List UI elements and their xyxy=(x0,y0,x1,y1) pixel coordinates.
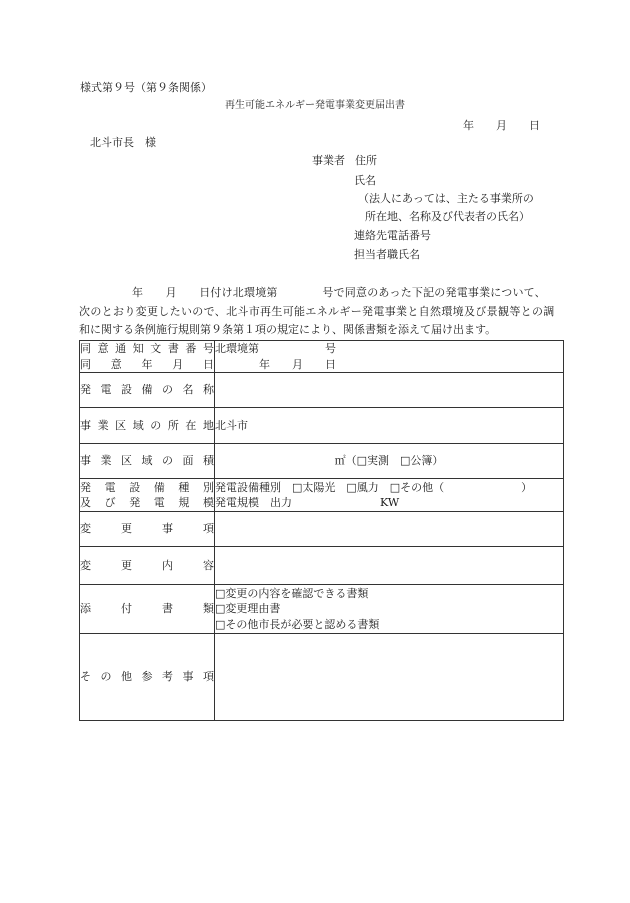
label-glyph: 更 xyxy=(121,522,132,536)
label-glyph: 事 xyxy=(80,454,91,468)
table-row-other-notes xyxy=(80,634,564,721)
label-glyph: 別 xyxy=(202,480,214,494)
label-glyph: 変 xyxy=(80,558,91,572)
applicant-label: 事業者 xyxy=(312,154,345,167)
attachments-label xyxy=(80,601,214,617)
label-glyph: 所 xyxy=(167,418,179,432)
attachment-option-other: □その他市長が必要と認める書類 xyxy=(215,617,380,631)
label-glyph: 知 xyxy=(132,342,144,355)
label-glyph: の xyxy=(150,418,162,432)
label-glyph: の xyxy=(162,383,173,397)
label-glyph: 事 xyxy=(162,522,173,536)
facility-name-value xyxy=(215,373,564,408)
label-glyph: 意 xyxy=(110,357,122,371)
label-glyph: 書 xyxy=(162,602,173,616)
row-label xyxy=(80,585,215,634)
applicant-contact-label: 担当者職氏名 xyxy=(354,248,420,261)
label-glyph: 種 xyxy=(178,480,190,494)
label-glyph: 電 xyxy=(100,383,112,397)
label-glyph: 模 xyxy=(202,496,214,509)
label-glyph: 域 xyxy=(141,454,153,468)
change-details-value xyxy=(215,547,564,585)
label-glyph: び xyxy=(104,496,116,509)
label-glyph: 業 xyxy=(100,454,112,468)
label-glyph: 付 xyxy=(121,602,132,616)
label-glyph: 項 xyxy=(203,522,214,536)
site-area-value: ㎡（□実測 □公簿） xyxy=(334,454,444,468)
label-glyph: 区 xyxy=(121,454,132,468)
label-glyph: 日 xyxy=(203,357,214,371)
label-glyph: の xyxy=(162,454,173,468)
consent-date-value: 年 月 日 xyxy=(259,357,336,371)
row-label xyxy=(80,479,215,512)
label-glyph: 事 xyxy=(80,418,91,432)
label-glyph: 参 xyxy=(141,670,153,684)
facility-type-options: 発電設備種別 □太陽光 □風力 □その他（ ） xyxy=(215,480,533,494)
label-glyph: 通 xyxy=(115,342,127,355)
label-glyph: 称 xyxy=(203,383,214,397)
row-label xyxy=(80,547,215,585)
facility-name-label xyxy=(80,382,214,398)
table-row-change-details xyxy=(80,547,564,585)
label-glyph: 意 xyxy=(97,342,109,355)
consent-notice-number-value: 北環境第 号 xyxy=(215,342,336,355)
change-items-value xyxy=(215,512,564,547)
label-glyph: 文 xyxy=(150,342,162,355)
row-value xyxy=(215,585,564,634)
site-location-value: 北斗市 xyxy=(215,418,248,432)
generation-capacity-value: 発電規模 出力 KW xyxy=(215,496,400,509)
label-glyph: 番 xyxy=(185,342,197,355)
body-text-line3: 和に関する条例施行規則第９条第１項の規定により、関係書類を添えて届け出ます。 xyxy=(79,323,497,336)
label-glyph: 同 xyxy=(80,357,91,371)
row-value xyxy=(215,408,564,444)
consent-notice-number-label xyxy=(80,341,214,357)
table-row-attachments xyxy=(80,585,564,634)
generation-capacity-label xyxy=(80,495,214,511)
label-glyph: 区 xyxy=(115,418,127,432)
label-glyph: 更 xyxy=(121,558,132,572)
submission-date: 年 月 日 xyxy=(463,119,540,132)
label-glyph: 同 xyxy=(80,342,91,355)
label-glyph: 発 xyxy=(80,383,91,397)
label-glyph: 名 xyxy=(182,383,194,397)
site-location-label xyxy=(80,418,214,434)
corporate-note-line2: 所在地、名称及び代表者の氏名） xyxy=(365,210,530,223)
applicant-name-label: 氏名 xyxy=(354,174,376,187)
other-notes-value xyxy=(215,634,564,721)
facility-type-label xyxy=(80,480,214,496)
label-glyph: 月 xyxy=(172,357,184,371)
attachment-option-change-docs: □変更の内容を確認できる書類 xyxy=(215,586,369,600)
row-label xyxy=(80,373,215,408)
label-glyph: 設 xyxy=(121,383,132,397)
table-row-site-area xyxy=(80,444,564,479)
label-glyph: 設 xyxy=(129,480,141,494)
row-label xyxy=(80,341,215,373)
label-glyph: 類 xyxy=(203,602,214,616)
applicant-address-label: 住所 xyxy=(355,154,377,167)
label-glyph: 備 xyxy=(141,383,153,397)
label-glyph: 面 xyxy=(182,454,194,468)
label-glyph: の xyxy=(100,670,112,684)
document-title: 再生可能エネルギー発電事業変更届出書 xyxy=(225,100,405,111)
table-row-consent-notice xyxy=(80,341,564,373)
row-value xyxy=(215,444,564,479)
site-area-label xyxy=(80,453,214,469)
row-label xyxy=(80,444,215,479)
body-text-line1: 年 月 日付け北環境第 号で同意のあった下記の発電事業について、 xyxy=(132,286,546,299)
table-row-facility-name xyxy=(80,373,564,408)
form-number: 様式第９号（第９条関係） xyxy=(80,81,212,94)
row-label xyxy=(80,408,215,444)
label-glyph: 事 xyxy=(182,670,194,684)
label-glyph: 内 xyxy=(162,558,173,572)
label-glyph: 電 xyxy=(104,480,116,494)
body-text-line2: 次のとおり変更したいので、北斗市再生可能エネルギー発電事業と自然環境及び景観等との調 xyxy=(79,305,555,318)
label-glyph: 考 xyxy=(162,670,173,684)
row-value xyxy=(215,341,564,373)
row-label xyxy=(80,512,215,547)
change-notification-table xyxy=(79,340,564,721)
other-notes-label xyxy=(80,669,214,685)
table-row-facility-type-capacity xyxy=(80,479,564,512)
change-items-label xyxy=(80,521,214,537)
corporate-note-line1: （法人にあっては、主たる事業所の xyxy=(358,192,534,205)
label-glyph: 域 xyxy=(132,418,144,432)
label-glyph: そ xyxy=(80,670,91,684)
label-glyph: 発 xyxy=(129,496,141,509)
label-glyph: 電 xyxy=(153,496,165,509)
table-row-site-location xyxy=(80,408,564,444)
label-glyph: 発 xyxy=(80,480,91,494)
applicant-phone-label: 連絡先電話番号 xyxy=(354,229,431,242)
label-glyph: 号 xyxy=(202,342,214,355)
label-glyph: 容 xyxy=(203,558,214,572)
label-glyph: 積 xyxy=(203,454,214,468)
label-glyph: 業 xyxy=(97,418,109,432)
label-glyph: 変 xyxy=(80,522,91,536)
label-glyph: 及 xyxy=(80,496,91,509)
label-glyph: 在 xyxy=(185,418,197,432)
attachment-option-reason: □変更理由書 xyxy=(215,602,281,616)
addressee: 北斗市長 様 xyxy=(90,136,156,149)
consent-date-label xyxy=(80,357,214,373)
table-row-change-items xyxy=(80,512,564,547)
label-glyph: 項 xyxy=(203,670,214,684)
label-glyph: 書 xyxy=(167,342,179,355)
row-value xyxy=(215,479,564,512)
label-glyph: 年 xyxy=(141,357,153,371)
row-label xyxy=(80,634,215,721)
label-glyph: 備 xyxy=(153,480,165,494)
label-glyph: 地 xyxy=(202,418,214,432)
label-glyph: 添 xyxy=(80,602,91,616)
change-details-label xyxy=(80,558,214,574)
label-glyph: 規 xyxy=(178,496,190,509)
label-glyph: 他 xyxy=(121,670,132,684)
